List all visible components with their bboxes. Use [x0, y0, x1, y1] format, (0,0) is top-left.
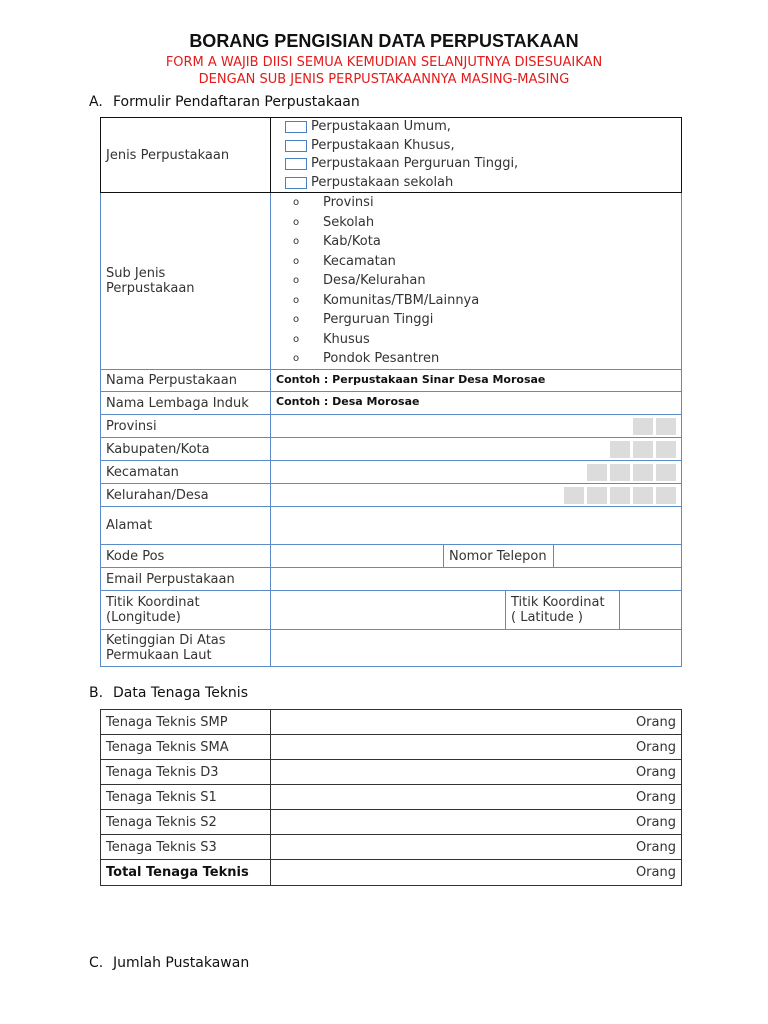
checkbox-khusus[interactable]: [285, 140, 307, 152]
section-c-heading: [89, 955, 249, 971]
jenis-perpustakaan-options: [271, 118, 682, 193]
bullet-icon: o: [293, 353, 300, 365]
alamat-field[interactable]: [271, 507, 682, 545]
tenaga-teknis-field[interactable]: [271, 810, 682, 835]
section-b-letter: B.: [89, 685, 104, 701]
kabupaten-field[interactable]: [271, 438, 682, 461]
code-digit-box[interactable]: [633, 418, 653, 435]
provinsi-label: Provinsi: [101, 415, 271, 438]
ketinggian-label: Ketinggian Di Atas Permukaan Laut: [101, 630, 271, 667]
bullet-icon: o: [293, 294, 300, 306]
section-a-heading: [89, 94, 360, 110]
latitude-label: Titik Koordinat ( Latitude ): [506, 591, 620, 629]
code-digit-box[interactable]: [633, 487, 653, 504]
form-subtitle-line-2: DENGAN SUB JENIS PERPUSTAKAANNYA MASING-MASING: [198, 72, 570, 87]
tenaga-teknis-label: Tenaga Teknis SMP: [101, 710, 271, 735]
longitude-field[interactable]: [271, 591, 506, 630]
code-digit-box[interactable]: [587, 464, 607, 481]
section-c-letter: C.: [89, 955, 104, 971]
sub-jenis-option[interactable]: o Khusus: [271, 330, 676, 350]
kecamatan-label: Kecamatan: [101, 461, 271, 484]
total-tenaga-teknis-label: Total Tenaga Teknis: [101, 860, 271, 886]
kode-pos-label: Kode Pos: [101, 545, 271, 568]
provinsi-code-boxes[interactable]: [276, 418, 676, 435]
jenis-option-khusus[interactable]: Perpustakaan Khusus,: [285, 137, 676, 156]
unit-orang: Orang: [635, 865, 676, 880]
nama-perpustakaan-label: Nama Perpustakaan: [101, 370, 271, 392]
email-label: Email Perpustakaan: [101, 568, 271, 591]
code-digit-box[interactable]: [633, 441, 653, 458]
latitude-group: [506, 591, 682, 630]
code-digit-box[interactable]: [656, 418, 676, 435]
sub-jenis-option[interactable]: o Pondok Pesantren: [271, 349, 676, 369]
latitude-field[interactable]: [620, 591, 681, 629]
sub-jenis-option[interactable]: o Kecamatan: [271, 252, 676, 272]
bullet-icon: o: [293, 197, 300, 209]
bullet-icon: o: [293, 216, 300, 228]
tenaga-teknis-field[interactable]: [271, 710, 682, 735]
bullet-icon: o: [293, 255, 300, 267]
kecamatan-field[interactable]: [271, 461, 682, 484]
jenis-perpustakaan-label: Jenis Perpustakaan: [101, 118, 271, 193]
kelurahan-label: Kelurahan/Desa: [101, 484, 271, 507]
unit-orang: Orang: [635, 739, 676, 755]
kabupaten-label: Kabupaten/Kota: [101, 438, 271, 461]
jenis-option-umum[interactable]: Perpustakaan Umum,: [285, 118, 676, 137]
tenaga-teknis-label: Tenaga Teknis S2: [101, 810, 271, 835]
code-digit-box[interactable]: [656, 441, 676, 458]
sub-jenis-option[interactable]: o Perguruan Tinggi: [271, 310, 676, 330]
bullet-icon: o: [293, 275, 300, 287]
unit-orang: Orang: [635, 814, 676, 830]
form-title: BORANG PENGISIAN DATA PERPUSTAKAAN: [189, 31, 579, 51]
tenaga-teknis-field[interactable]: [271, 835, 682, 860]
sub-jenis-option[interactable]: o Provinsi: [271, 193, 676, 213]
kode-pos-field[interactable]: [271, 545, 444, 568]
kelurahan-code-boxes[interactable]: [276, 487, 676, 504]
tenaga-teknis-label: Tenaga Teknis D3: [101, 760, 271, 785]
alamat-label: Alamat: [101, 507, 271, 545]
sub-jenis-option[interactable]: o Desa/Kelurahan: [271, 271, 676, 291]
tenaga-teknis-label: Tenaga Teknis SMA: [101, 735, 271, 760]
tenaga-teknis-label: Tenaga Teknis S1: [101, 785, 271, 810]
sub-jenis-label: Sub Jenis Perpustakaan: [101, 193, 271, 370]
total-tenaga-teknis-field[interactable]: [271, 860, 682, 886]
checkbox-sekolah[interactable]: [285, 177, 307, 189]
checkbox-umum[interactable]: [285, 121, 307, 133]
kecamatan-code-boxes[interactable]: [276, 464, 676, 481]
sub-jenis-options: [271, 193, 682, 370]
code-digit-box[interactable]: [610, 464, 630, 481]
unit-orang: Orang: [635, 764, 676, 780]
tenaga-teknis-table: [100, 709, 682, 886]
section-b-heading: [89, 685, 248, 701]
nomor-telepon-field[interactable]: [554, 545, 682, 568]
kabupaten-code-boxes[interactable]: [276, 441, 676, 458]
code-digit-box[interactable]: [564, 487, 584, 504]
jenis-option-perguruan-tinggi[interactable]: Perpustakaan Perguruan Tinggi,: [285, 155, 676, 174]
nama-perpustakaan-field[interactable]: Contoh : Perpustakaan Sinar Desa Morosae: [271, 370, 682, 392]
lembaga-induk-field[interactable]: Contoh : Desa Morosae: [271, 392, 682, 415]
provinsi-field[interactable]: [271, 415, 682, 438]
form-subtitle-line-1: FORM A WAJIB DIISI SEMUA KEMUDIAN SELANJUTNYA DISESUAIKAN: [165, 55, 603, 70]
lembaga-induk-label: Nama Lembaga Induk: [101, 392, 271, 415]
sub-jenis-option[interactable]: o Komunitas/TBM/Lainnya: [271, 291, 676, 311]
bullet-icon: o: [293, 314, 300, 326]
section-a-letter: A.: [89, 94, 103, 110]
code-digit-box[interactable]: [656, 487, 676, 504]
nomor-telepon-label: Nomor Telepon: [444, 545, 554, 568]
section-a-title: Formulir Pendaftaran Perpustakaan: [113, 94, 360, 110]
tenaga-teknis-field[interactable]: [271, 785, 682, 810]
email-field[interactable]: [271, 568, 682, 591]
unit-orang: Orang: [635, 714, 676, 730]
code-digit-box[interactable]: [587, 487, 607, 504]
sub-jenis-option[interactable]: o Sekolah: [271, 213, 676, 233]
code-digit-box[interactable]: [610, 487, 630, 504]
sub-jenis-option[interactable]: o Kab/Kota: [271, 232, 676, 252]
tenaga-teknis-label: Tenaga Teknis S3: [101, 835, 271, 860]
tenaga-teknis-field[interactable]: [271, 735, 682, 760]
section-b-title: Data Tenaga Teknis: [113, 685, 248, 701]
registration-table: [100, 117, 682, 667]
ketinggian-field[interactable]: [271, 630, 682, 667]
checkbox-perguruan-tinggi[interactable]: [285, 158, 307, 170]
unit-orang: Orang: [635, 789, 676, 805]
unit-orang: Orang: [635, 839, 676, 855]
kelurahan-field[interactable]: [271, 484, 682, 507]
bullet-icon: o: [293, 236, 300, 248]
bullet-icon: o: [293, 333, 300, 345]
code-digit-box[interactable]: [656, 464, 676, 481]
code-digit-box[interactable]: [633, 464, 653, 481]
section-c-title: Jumlah Pustakawan: [113, 955, 250, 971]
tenaga-teknis-field[interactable]: [271, 760, 682, 785]
code-digit-box[interactable]: [610, 441, 630, 458]
longitude-label: Titik Koordinat (Longitude): [101, 591, 271, 630]
jenis-option-sekolah[interactable]: Perpustakaan sekolah: [285, 174, 676, 193]
